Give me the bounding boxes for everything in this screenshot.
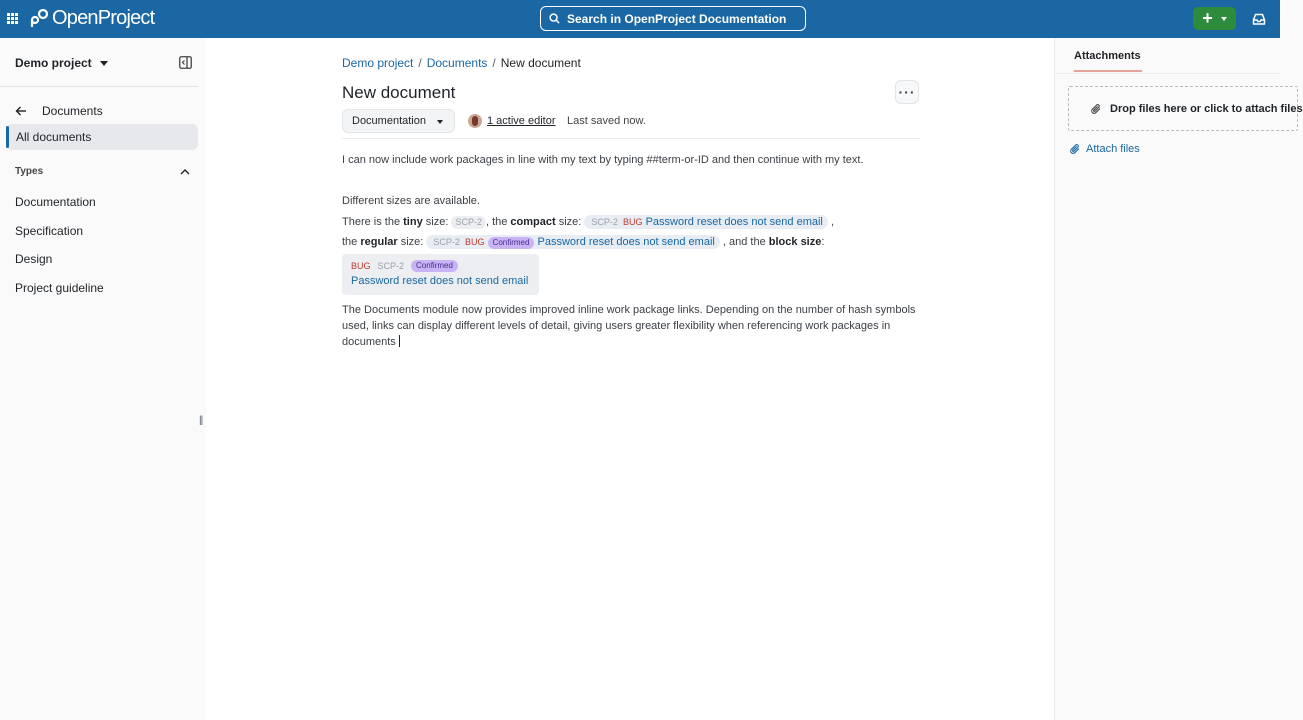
- breadcrumb-separator: /: [492, 56, 496, 70]
- caret-down-icon: [437, 120, 443, 124]
- dropzone-label: Drop files here or click to attach files: [1110, 102, 1303, 115]
- chevron-up-icon: [180, 169, 190, 175]
- wp-type: BUG: [622, 217, 643, 227]
- paragraph: Different sizes are available.: [342, 195, 480, 207]
- text-cursor: [399, 335, 400, 347]
- sidebar-item-label: All documents: [16, 130, 92, 144]
- wp-id: SCP-2: [377, 261, 405, 271]
- paragraph-sizes: There is the tiny size: SCP-2 , the compact size: SCP-2 BUG Password reset does not send email ,: [342, 216, 835, 228]
- types-section-toggle[interactable]: [15, 166, 190, 177]
- wp-block-meta: [351, 260, 530, 272]
- types-heading: Types: [15, 166, 44, 177]
- paragraph-sizes-2: the regular size: SCP-2 BUG Confirmed Password reset does not send email , and the block size:: [342, 236, 825, 248]
- sidebar-divider: [0, 86, 198, 87]
- more-actions-button[interactable]: ···: [895, 80, 919, 104]
- wp-type: BUG: [351, 261, 371, 271]
- tiny-label: tiny: [403, 216, 423, 228]
- wp-subject-link: Password reset does not send email: [645, 216, 823, 228]
- file-dropzone[interactable]: [1068, 86, 1303, 131]
- sidebar-item-all-documents[interactable]: [6, 124, 198, 150]
- openproject-logo[interactable]: [29, 7, 154, 29]
- sidebar-item-documentation[interactable]: Documentation: [15, 195, 96, 209]
- search-placeholder: Search in OpenProject Documentation: [567, 11, 787, 26]
- wp-compact-chip[interactable]: SCP-2 BUG Password reset does not send email: [584, 215, 827, 229]
- sidebar-resize-handle[interactable]: ||: [199, 415, 203, 426]
- paperclip-icon: [1069, 143, 1081, 155]
- top-header: [0, 0, 1280, 38]
- breadcrumb-documents[interactable]: Documents: [426, 56, 488, 70]
- sidebar-item-project-guideline[interactable]: Project guideline: [15, 281, 104, 295]
- left-sidebar: [0, 38, 206, 720]
- breadcrumb-demo-project[interactable]: Demo project: [342, 56, 414, 70]
- wp-tiny-chip[interactable]: SCP-2: [451, 216, 486, 229]
- project-selector[interactable]: [15, 56, 108, 70]
- panel-divider: [1055, 73, 1281, 74]
- caret-down-icon: [100, 61, 108, 66]
- attach-files-label: Attach files: [1086, 143, 1140, 155]
- breadcrumb-separator: /: [418, 56, 422, 70]
- breadcrumb: [342, 56, 581, 70]
- paragraph: I can now include work packages in line with my text by typing ##term-or-ID and then continue with my text.: [342, 154, 864, 166]
- attachments-panel: [1054, 38, 1303, 720]
- sidebar-item-specification[interactable]: Specification: [15, 224, 84, 238]
- wp-subject-link: Password reset does not send email: [537, 236, 715, 248]
- status-badge: Confirmed: [411, 260, 458, 272]
- paperclip-icon: [1090, 103, 1102, 115]
- caret-down-icon: [1221, 17, 1227, 21]
- regular-label: regular: [360, 236, 398, 248]
- logo-text: OpenProject: [52, 6, 155, 29]
- wp-type: BUG: [464, 237, 485, 247]
- search-input[interactable]: [540, 6, 806, 31]
- attach-files-link[interactable]: [1069, 143, 1140, 155]
- collapse-sidebar-icon[interactable]: [179, 56, 192, 69]
- document-type-value: Documentation: [352, 115, 426, 127]
- avatar[interactable]: [468, 114, 482, 128]
- create-button[interactable]: [1193, 7, 1236, 30]
- arrow-left-icon[interactable]: [15, 105, 27, 117]
- sidebar-item-design[interactable]: Design: [15, 252, 53, 266]
- main-content: [206, 38, 1054, 720]
- active-editors-link[interactable]: 1 active editor: [487, 115, 556, 127]
- tab-attachments[interactable]: Attachments: [1074, 50, 1142, 72]
- search-icon: [549, 13, 560, 24]
- title-divider: [342, 138, 920, 139]
- document-type-select[interactable]: [342, 109, 455, 133]
- app-grid-icon[interactable]: [7, 13, 18, 24]
- breadcrumb-current: New document: [500, 56, 581, 70]
- back-to-documents[interactable]: [15, 104, 103, 118]
- plus-icon: +: [1202, 7, 1213, 28]
- save-status: Last saved now.: [567, 115, 646, 127]
- paragraph: The Documents module now provides improved inline work package links. Depending on the number of hash symbols used, links can display different levels of detail, giving users greater flexibility when referencing work packages in documents: [342, 304, 916, 348]
- compact-label: compact: [510, 216, 556, 228]
- inbox-icon[interactable]: [1252, 12, 1266, 26]
- wp-regular-chip[interactable]: SCP-2 BUG Confirmed Password reset does not send email: [426, 235, 719, 249]
- wp-block-card[interactable]: [342, 254, 539, 295]
- project-name: Demo project: [15, 56, 92, 70]
- page-title: New document: [342, 83, 456, 102]
- logo-icon: [29, 8, 49, 28]
- wp-subject-link[interactable]: Password reset does not send email: [351, 275, 529, 287]
- status-badge: Confirmed: [488, 237, 535, 249]
- back-label: Documents: [42, 104, 103, 118]
- block-label: block size: [768, 236, 822, 248]
